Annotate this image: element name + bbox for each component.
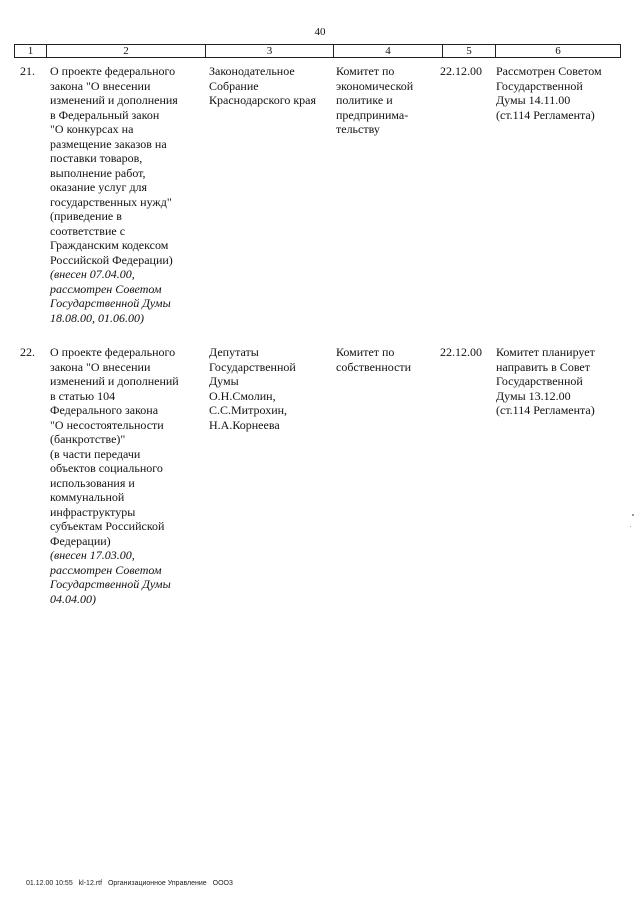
- text-line: коммунальной: [50, 490, 125, 504]
- page-number: 40: [314, 26, 326, 38]
- date: 22.12.00: [440, 64, 482, 78]
- text-line: С.С.Митрохин,: [209, 403, 288, 417]
- text-line: закона "О внесении: [50, 359, 151, 374]
- text-line: Комитет по: [336, 345, 395, 359]
- text-line: субъектам Российской: [50, 519, 165, 533]
- text-line: тельству: [336, 122, 380, 136]
- footer-timestamp: 01.12.00 10:55: [26, 880, 73, 887]
- text-line: 18.08.00, 01.06.00): [50, 310, 144, 325]
- submission-note: [50, 267, 208, 325]
- text-line: Думы 13.12.00: [496, 388, 571, 403]
- initiator: [209, 345, 337, 432]
- text-line: (банкротстве)": [50, 432, 126, 446]
- text-line: Государственной Думы: [50, 577, 171, 591]
- column-header-1: 1: [15, 45, 47, 58]
- column-header-row: [14, 44, 621, 58]
- bill-title: [50, 345, 208, 606]
- text-line: Государственной: [496, 374, 583, 388]
- text-line: Комитет планирует: [496, 345, 595, 359]
- text-line: политике и: [336, 93, 393, 107]
- text-line: рассмотрен Советом: [50, 281, 162, 296]
- text-line: предпринима-: [336, 107, 409, 122]
- text-line: соответствие с: [50, 223, 126, 238]
- text-line: Законодательное: [209, 64, 295, 78]
- text-line: О.Н.Смолин,: [209, 388, 276, 403]
- text-line: закона "О внесении: [50, 78, 151, 93]
- status: [496, 345, 628, 418]
- footer: [26, 880, 237, 887]
- text-line: Краснодарского края: [209, 93, 317, 107]
- text-line: Думы: [209, 374, 239, 388]
- column-header-2: 2: [47, 45, 206, 58]
- text-line: в Федеральный закон: [50, 107, 160, 122]
- text-line: "О конкурсах на: [50, 122, 134, 136]
- text-line: инфраструктуры: [50, 504, 136, 519]
- text-line: Российской Федерации): [50, 252, 173, 267]
- text-line: рассмотрен Советом: [50, 562, 162, 577]
- text-line: "О несостоятельности: [50, 417, 164, 432]
- text-line: О проекте федерального: [50, 345, 176, 359]
- row-number: 22.: [20, 345, 35, 359]
- text-line: использования и: [50, 475, 135, 490]
- footer-code: ООО3: [212, 880, 233, 887]
- text-line: выполнение работ,: [50, 165, 146, 180]
- column-header-4: 4: [334, 45, 443, 58]
- text-line: Федерации): [50, 533, 111, 548]
- initiator: [209, 64, 337, 108]
- text-line: (внесен 07.04.00,: [50, 267, 135, 281]
- status: [496, 64, 628, 122]
- text-line: Комитет по: [336, 64, 395, 78]
- footer-department: Организационное Управление: [107, 880, 207, 887]
- text-line: Государственной: [496, 78, 583, 93]
- text-line: государственных нужд": [50, 194, 172, 209]
- text-line: Думы 14.11.00: [496, 93, 571, 107]
- text-line: оказание услуг для: [50, 180, 148, 194]
- column-header-6: 6: [496, 45, 621, 58]
- text-line: Н.А.Корнеева: [209, 417, 280, 432]
- text-line: изменений и дополнений: [50, 374, 179, 388]
- text-line: (приведение в: [50, 209, 122, 223]
- text-line: Гражданским кодексом: [50, 238, 169, 252]
- text-line: собственности: [336, 359, 412, 374]
- text-line: поставки товаров,: [50, 151, 143, 165]
- text-line: (ст.114 Регламента): [496, 403, 595, 417]
- text-line: объектов социального: [50, 461, 163, 475]
- text-line: экономической: [336, 78, 414, 93]
- text-line: Федерального закона: [50, 403, 159, 417]
- text-line: О проекте федерального: [50, 64, 176, 78]
- text-line: Государственной Думы: [50, 296, 171, 310]
- bill-title-lines: [50, 345, 208, 548]
- row-number: 21.: [20, 64, 35, 78]
- submission-note: [50, 548, 208, 606]
- bill-title-lines: [50, 64, 208, 267]
- responsible-committee: [336, 345, 436, 374]
- footer-filename: kl-12.rtf: [78, 880, 103, 887]
- scan-speck: [630, 526, 631, 527]
- scan-speck: [632, 514, 634, 516]
- date: 22.12.00: [440, 345, 482, 359]
- text-line: размещение заказов на: [50, 136, 167, 151]
- text-line: Депутаты: [209, 345, 259, 359]
- column-header-5: 5: [443, 45, 496, 58]
- text-line: (в части передачи: [50, 446, 141, 461]
- column-header-3: 3: [206, 45, 334, 58]
- text-line: Государственной: [209, 359, 296, 374]
- text-line: (внесен 17.03.00,: [50, 548, 135, 562]
- responsible-committee: [336, 64, 436, 137]
- text-line: Собрание: [209, 78, 259, 93]
- text-line: (ст.114 Регламента): [496, 107, 595, 122]
- bill-title: [50, 64, 208, 325]
- text-line: Рассмотрен Советом: [496, 64, 602, 78]
- text-line: 04.04.00): [50, 591, 96, 606]
- text-line: в статью 104: [50, 388, 116, 403]
- text-line: изменений и дополнения: [50, 93, 178, 107]
- text-line: направить в Совет: [496, 359, 590, 374]
